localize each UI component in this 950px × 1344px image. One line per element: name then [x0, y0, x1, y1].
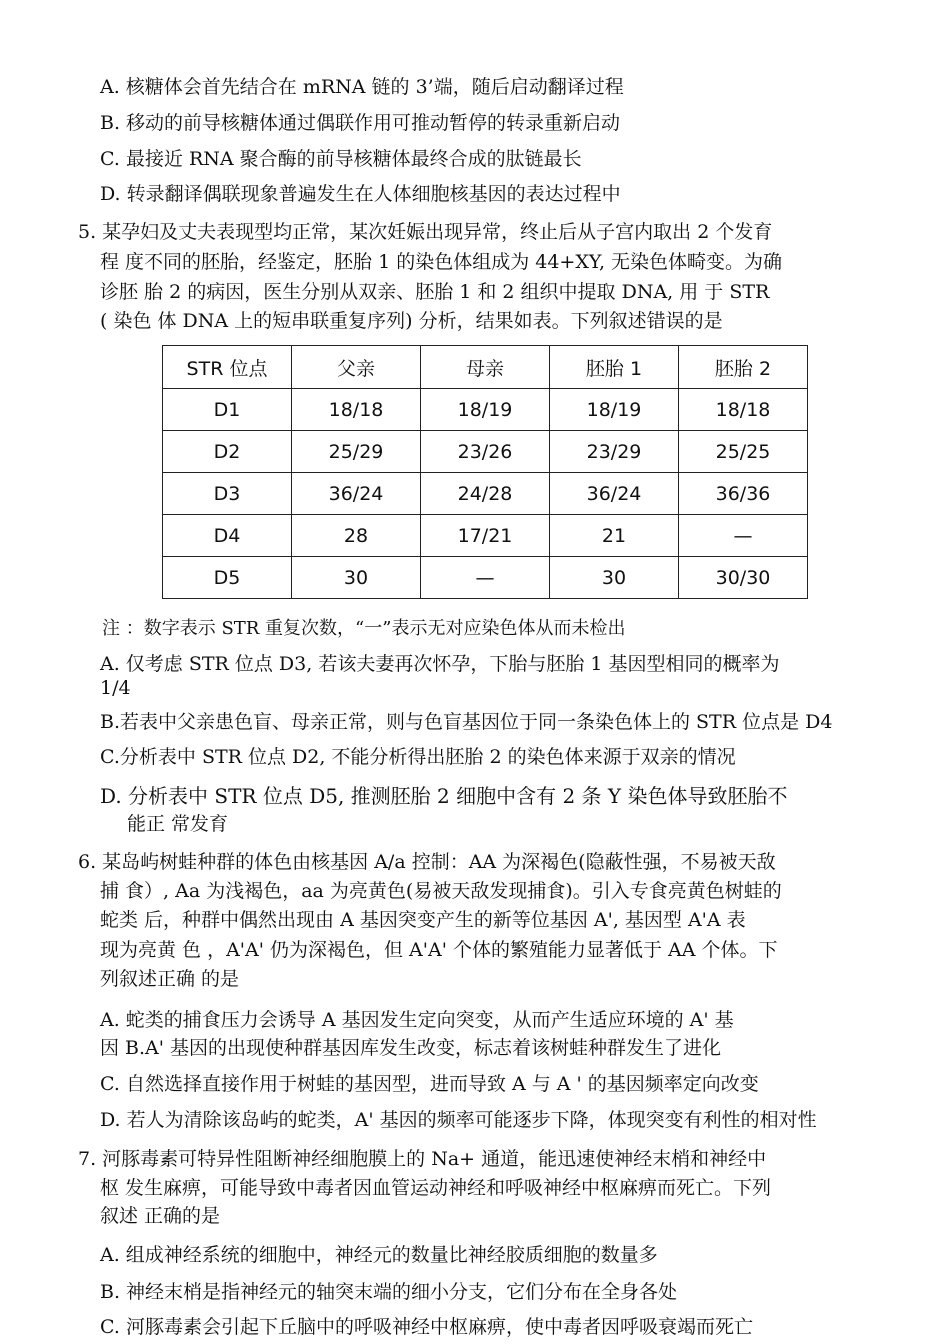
table-cell: 25/25 [679, 431, 808, 473]
table-cell: D4 [163, 515, 292, 557]
table-cell: 23/26 [421, 431, 550, 473]
table-cell: 23/29 [550, 431, 679, 473]
table-header-cell: 母亲 [421, 346, 550, 389]
q6-option-a: A. 蛇类的捕食压力会诱导 A 基因发生定向突变，从而产生适应环境的 A' 基 [100, 1009, 734, 1031]
table-header-cell: 父亲 [292, 346, 421, 389]
q5-stem-line-2: 程 度不同的胚胎，经鉴定，胚胎 1 的染色体组成为 44+XY, 无染色体畸变。为确 [100, 251, 783, 273]
table-header-cell: STR 位点 [163, 346, 292, 389]
q7-stem-line-2: 枢 发生麻痹，可能导致中毒者因血管运动神经和呼吸神经中枢麻痹而死亡。下列 [100, 1177, 772, 1199]
q6-stem-line-2: 捕 食）, Aa 为浅褐色，aa 为亮黄色(易被天敌发现捕食)。引入专食亮黄色树蛙的 [100, 880, 782, 902]
table-cell: 30 [292, 557, 421, 599]
table-note: 注 ：数字表示 STR 重复次数，“一”表示无对应染色体从而未检出 [102, 618, 626, 639]
q5-option-a: A. 仅考虑 STR 位点 D3, 若该夫妻再次怀孕，下胎与胚胎 1 基因型相同的概率为 [100, 653, 780, 675]
table-cell: D5 [163, 557, 292, 599]
table-row [163, 557, 808, 599]
table-cell: 28 [292, 515, 421, 557]
table-cell: 25/29 [292, 431, 421, 473]
table-cell: 18/19 [550, 389, 679, 431]
table-cell: D1 [163, 389, 292, 431]
table-row [163, 431, 808, 473]
table-cell: 17/21 [421, 515, 550, 557]
table-cell: 21 [550, 515, 679, 557]
q4-option-c: C. 最接近 RNA 聚合酶的前导核糖体最终合成的肽链最长 [100, 148, 582, 170]
table-cell: 18/18 [679, 389, 808, 431]
table-header-cell: 胚胎 2 [679, 346, 808, 389]
table-cell: 36/24 [292, 473, 421, 515]
table-cell: 30/30 [679, 557, 808, 599]
q5-option-a-cont: 1/4 [100, 677, 131, 699]
q4-option-a: A. 核糖体会首先结合在 mRNA 链的 3’端，随后启动翻译过程 [100, 76, 624, 98]
q6-option-c: C. 自然选择直接作用于树蛙的基因型，进而导致 A 与 A ' 的基因频率定向改变 [100, 1073, 759, 1095]
str-table [162, 345, 808, 599]
table-cell: 24/28 [421, 473, 550, 515]
table-cell: D2 [163, 431, 292, 473]
table-row [163, 473, 808, 515]
q5-stem-line-3: 诊胚 胎 2 的病因，医生分别从双亲、胚胎 1 和 2 组织中提取 DNA, 用 于 STR [100, 281, 770, 303]
q5-option-c: C.分析表中 STR 位点 D2, 不能分析得出胚胎 2 的染色体来源于双亲的情况 [100, 746, 736, 768]
q6-stem-line-5: 列叙述正确 的是 [100, 968, 240, 990]
q6-stem-line-3: 蛇类 后，种群中偶然出现由 A 基因突变产生的新等位基因 A', 基因型 A'A 表 [100, 909, 746, 931]
q5-stem-line-1: 5. 某孕妇及丈夫表现型均正常，某次妊娠出现异常，终止后从子宫内取出 2 个发育 [78, 221, 773, 243]
table-cell: — [679, 515, 808, 557]
q7-stem-line-1: 7. 河豚毒素可特异性阻断神经细胞膜上的 Na+ 通道，能迅速使神经末梢和神经中 [78, 1148, 767, 1170]
q4-option-d: D. 转录翻译偶联现象普遍发生在人体细胞核基因的表达过程中 [100, 183, 621, 205]
table-cell: D3 [163, 473, 292, 515]
table-row [163, 515, 808, 557]
q4-option-b: B. 移动的前导核糖体通过偶联作用可推动暂停的转录重新启动 [100, 112, 621, 134]
table-cell: 18/18 [292, 389, 421, 431]
q5-option-b: B.若表中父亲患色盲、母亲正常，则与色盲基因位于同一条染色体上的 STR 位点是 D4 [100, 711, 833, 733]
q7-option-c: C. 河豚毒素会引起下丘脑中的呼吸神经中枢麻痹，使中毒者因呼吸衰竭而死亡 [100, 1316, 753, 1338]
q6-stem-line-4: 现为亮黄 色 ，A'A' 仍为深褐色，但 A'A' 个体的繁殖能力显著低于 AA 个体。下 [100, 939, 778, 961]
q7-option-a: A. 组成神经系统的细胞中，神经元的数量比神经胶质细胞的数量多 [100, 1244, 658, 1266]
q6-option-d: D. 若人为清除该岛屿的蛇类，A' 基因的频率可能逐步下降，体现突变有利性的相对性 [100, 1109, 817, 1131]
q5-option-d-cont: 能正 常发育 [127, 813, 229, 835]
table-header-cell: 胚胎 1 [550, 346, 679, 389]
table-cell: — [421, 557, 550, 599]
q5-option-d: D. 分析表中 STR 位点 D5, 推测胚胎 2 细胞中含有 2 条 Y 染色体导致胚胎不 [100, 784, 788, 808]
q5-stem-line-4: ( 染色 体 DNA 上的短串联重复序列) 分析，结果如表。下列叙述错误的是 [100, 310, 723, 332]
q6-stem-line-1: 6. 某岛屿树蛙种群的体色由核基因 A/a 控制：AA 为深褐色(隐蔽性强，不易被天敌 [78, 851, 776, 873]
q6-option-a-b: 因 B.A' 基因的出现使种群基因库发生改变，标志着该树蛙种群发生了进化 [100, 1037, 722, 1059]
table-header-row [163, 346, 808, 389]
q7-option-b: B. 神经末梢是指神经元的轴突末端的细小分支，它们分布在全身各处 [100, 1281, 678, 1303]
table-row [163, 389, 808, 431]
table-cell: 18/19 [421, 389, 550, 431]
table-cell: 36/36 [679, 473, 808, 515]
q7-stem-line-3: 叙述 正确的是 [100, 1205, 221, 1227]
table-cell: 36/24 [550, 473, 679, 515]
table-cell: 30 [550, 557, 679, 599]
